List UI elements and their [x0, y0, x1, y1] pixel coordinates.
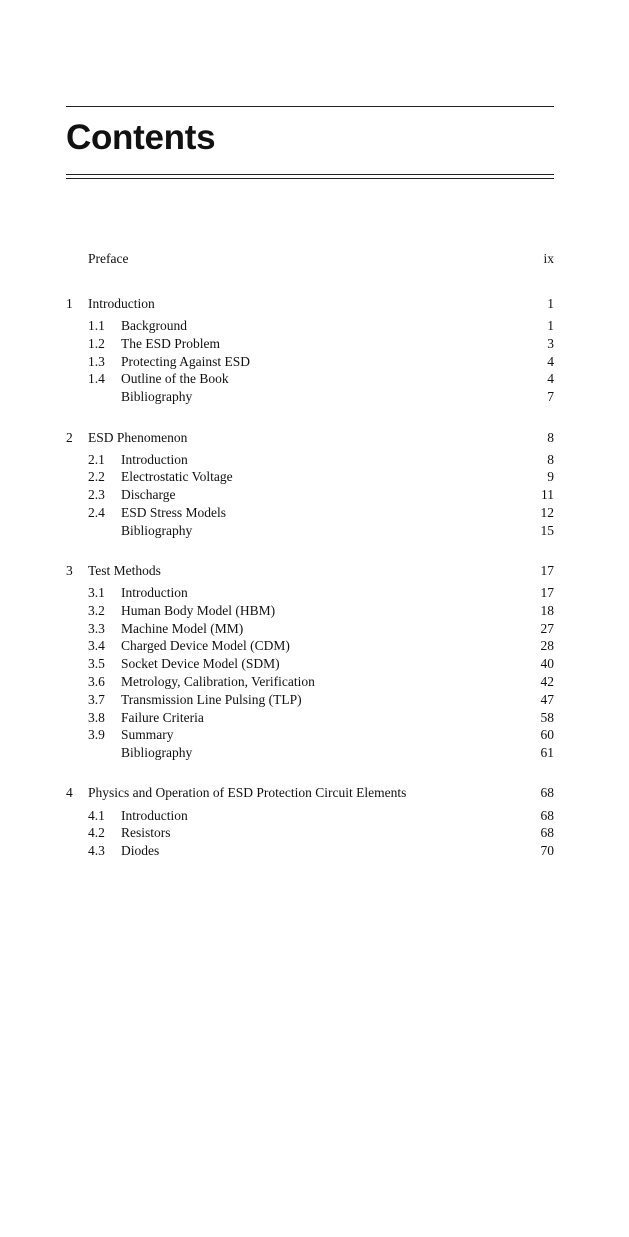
section-number: 3.9	[88, 727, 105, 742]
toc-section-4-2[interactable]	[66, 824, 554, 842]
toc-chapter-2[interactable]	[66, 429, 554, 447]
chapter-page: 17	[540, 563, 554, 578]
section-title: Charged Device Model (CDM)	[121, 638, 290, 653]
page-title: Contents	[66, 118, 216, 157]
chapter-title: Introduction	[88, 296, 155, 311]
chapter-title: Physics and Operation of ESD Protection Circuit Elements	[88, 785, 407, 800]
toc-section-3-1[interactable]	[66, 584, 554, 602]
chapter-number: 3	[66, 563, 73, 578]
toc-section-1-2[interactable]	[66, 335, 554, 353]
chapter-title: ESD Phenomenon	[88, 430, 188, 445]
toc-section-3-9[interactable]	[66, 726, 554, 744]
toc-section-3-2[interactable]	[66, 602, 554, 620]
toc-section-1-3[interactable]	[66, 353, 554, 371]
toc-entry-page: ix	[543, 251, 554, 266]
section-number: 3.2	[88, 603, 105, 618]
title-double-rule	[66, 174, 554, 179]
chapter-title: Test Methods	[88, 563, 161, 578]
section-page: 60	[540, 727, 554, 742]
section-title: Metrology, Calibration, Verification	[121, 674, 315, 689]
section-page: 17	[540, 585, 554, 600]
toc-section-1-1[interactable]	[66, 317, 554, 335]
section-title: The ESD Problem	[121, 336, 220, 351]
section-title: Failure Criteria	[121, 710, 204, 725]
chapter-number: 4	[66, 785, 73, 800]
section-number: 1.3	[88, 354, 105, 369]
toc-section-3-3[interactable]	[66, 620, 554, 638]
section-title: Machine Model (MM)	[121, 621, 244, 636]
section-title: Introduction	[121, 808, 188, 823]
section-page: 8	[547, 452, 554, 467]
toc-section-1-4[interactable]	[66, 370, 554, 388]
section-title: Bibliography	[121, 523, 193, 538]
section-title: Diodes	[121, 843, 160, 858]
toc-section-2-1[interactable]	[66, 451, 554, 469]
section-number: 3.3	[88, 621, 105, 636]
section-number: 4.3	[88, 843, 105, 858]
section-title: Human Body Model (HBM)	[121, 603, 276, 618]
section-page: 58	[540, 710, 554, 725]
section-page: 47	[540, 692, 554, 707]
section-number: 4.2	[88, 825, 105, 840]
toc-entry-title: Preface	[88, 251, 129, 266]
toc-section-2-bibliography[interactable]	[66, 522, 554, 540]
section-page: 27	[540, 621, 554, 636]
toc-section-3-7[interactable]	[66, 691, 554, 709]
section-page: 4	[547, 354, 554, 369]
toc-section-3-4[interactable]	[66, 637, 554, 655]
toc-section-3-8[interactable]	[66, 709, 554, 727]
section-page: 15	[540, 523, 554, 538]
section-title: Electrostatic Voltage	[121, 469, 233, 484]
toc-section-3-6[interactable]	[66, 673, 554, 691]
section-page: 9	[547, 469, 554, 484]
section-page: 40	[540, 656, 554, 671]
section-page: 28	[540, 638, 554, 653]
chapter-page: 8	[547, 430, 554, 445]
toc-section-1-bibliography[interactable]	[66, 388, 554, 406]
chapter-page: 68	[540, 785, 554, 800]
section-number: 2.2	[88, 469, 105, 484]
section-title: Bibliography	[121, 389, 193, 404]
section-number: 3.1	[88, 585, 105, 600]
section-page: 68	[540, 808, 554, 823]
section-page: 7	[547, 389, 554, 404]
section-number: 3.6	[88, 674, 105, 689]
section-title: ESD Stress Models	[121, 505, 227, 520]
section-title: Background	[121, 318, 187, 333]
toc-section-3-5[interactable]	[66, 655, 554, 673]
section-number: 3.7	[88, 692, 105, 707]
section-title: Introduction	[121, 585, 188, 600]
section-number: 3.8	[88, 710, 105, 725]
section-number: 4.1	[88, 808, 105, 823]
section-page: 4	[547, 371, 554, 386]
section-number: 1.1	[88, 318, 105, 333]
toc-section-4-3[interactable]	[66, 842, 554, 860]
section-number: 1.2	[88, 336, 105, 351]
toc-entry-preface[interactable]	[66, 250, 554, 268]
section-page: 70	[540, 843, 554, 858]
chapter-page: 1	[547, 296, 554, 311]
toc-section-4-1[interactable]	[66, 807, 554, 825]
section-number: 2.1	[88, 452, 105, 467]
section-page: 68	[540, 825, 554, 840]
toc-section-3-bibliography[interactable]	[66, 744, 554, 762]
section-number: 1.4	[88, 371, 105, 386]
section-number: 3.5	[88, 656, 105, 671]
section-page: 3	[547, 336, 554, 351]
section-page: 12	[540, 505, 554, 520]
section-title: Transmission Line Pulsing (TLP)	[121, 692, 302, 707]
section-page: 11	[541, 487, 554, 502]
section-title: Socket Device Model (SDM)	[121, 656, 280, 671]
section-title: Introduction	[121, 452, 188, 467]
toc-chapter-3[interactable]	[66, 562, 554, 580]
top-rule	[66, 106, 554, 107]
section-title: Outline of the Book	[121, 371, 229, 386]
section-title: Discharge	[121, 487, 176, 502]
section-page: 42	[540, 674, 554, 689]
chapter-number: 2	[66, 430, 73, 445]
section-title: Protecting Against ESD	[121, 354, 250, 369]
section-page: 61	[540, 745, 554, 760]
section-title: Summary	[121, 727, 174, 742]
section-number: 2.3	[88, 487, 105, 502]
chapter-number: 1	[66, 296, 73, 311]
toc-section-2-3[interactable]	[66, 486, 554, 504]
section-title: Bibliography	[121, 745, 193, 760]
section-page: 1	[547, 318, 554, 333]
section-number: 3.4	[88, 638, 105, 653]
toc-section-2-4[interactable]	[66, 504, 554, 522]
section-number: 2.4	[88, 505, 105, 520]
section-page: 18	[540, 603, 554, 618]
toc-section-2-2[interactable]	[66, 468, 554, 486]
toc-chapter-4[interactable]	[66, 784, 554, 802]
toc-chapter-1[interactable]	[66, 295, 554, 313]
section-title: Resistors	[121, 825, 171, 840]
